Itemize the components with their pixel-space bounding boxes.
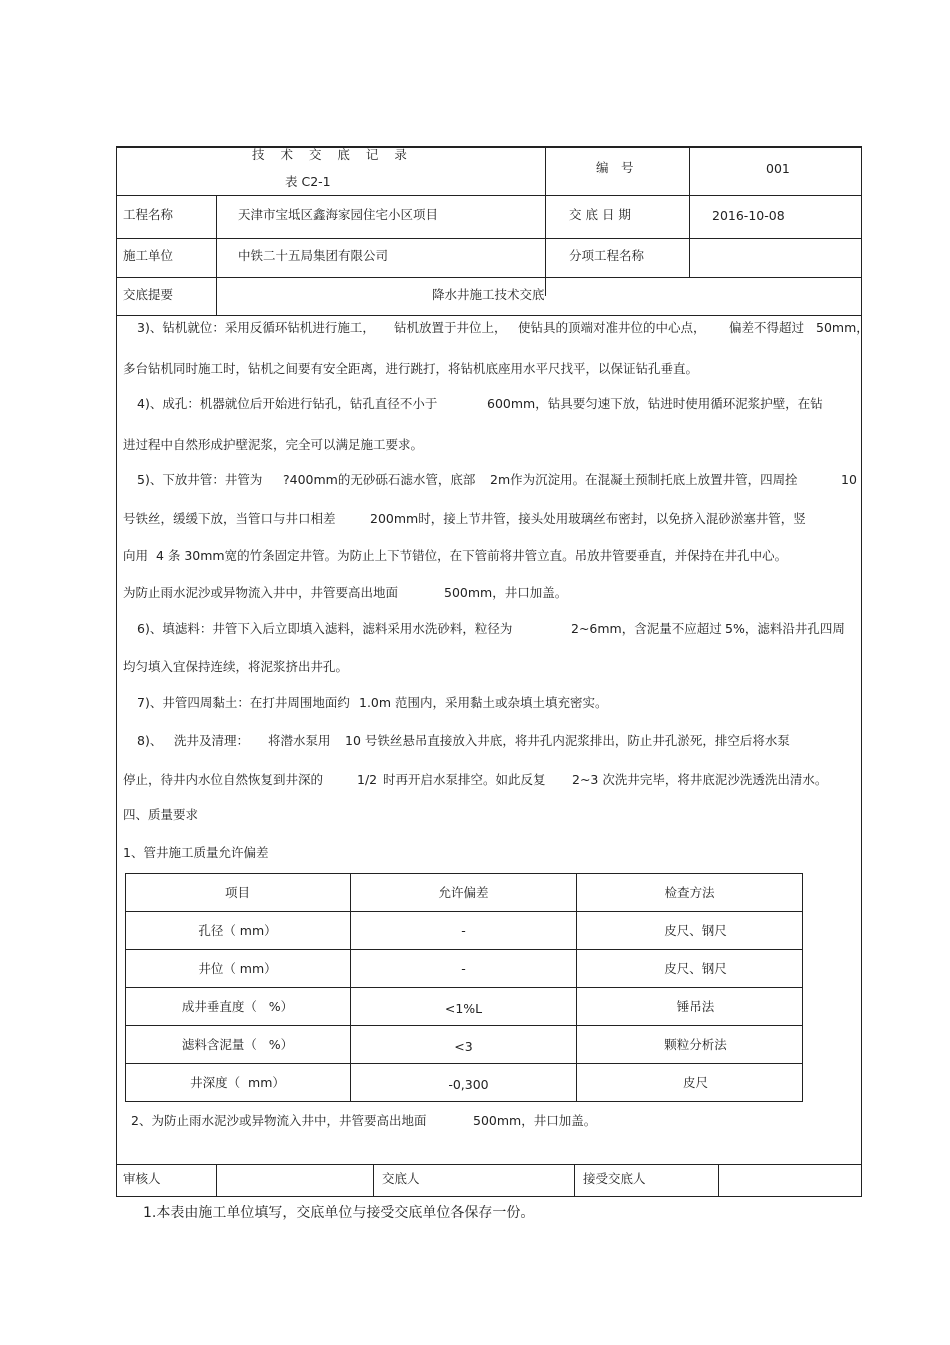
body-line: 500mm，井口加盖。 [473,1113,597,1128]
body-line: 500mm，井口加盖。 [444,585,568,600]
body-line: 均匀填入宜保持连续，将泥浆挤出井孔。 [123,659,349,674]
qt-line [576,873,577,1102]
form-title: 技 术 交 底 记 录 [252,147,413,162]
table-cell: 皮尺、钢尺 [664,961,727,976]
qt-line [125,1025,803,1026]
table-cell: - [461,923,466,938]
body-line: 50mm， [816,320,869,335]
body-line: 5%，滤料沿井孔四周 [725,621,845,636]
divider-col-2 [216,195,217,316]
discloser-label: 交底人 [382,1171,420,1186]
body-line: 进过程中自然形成护壁泥浆，完全可以满足施工要求。 [123,437,424,452]
body-line: 2~3 次洗井完毕，将井底泥沙洗透洗出清水。 [572,772,828,787]
body-line: 号铁丝，缓缓下放，当管口与井口相差 [123,511,336,526]
date-value: 2016-10-08 [712,208,785,223]
divider-row-4 [116,315,862,316]
table-cell: 滤料含泥量（ %） [181,1037,294,1052]
table-cell: <1%L [444,1001,483,1016]
footnote: 1.本表由施工单位填写，交底单位与接受交底单位各保存一份。 [143,1205,535,1221]
reviewer-label: 审核人 [123,1171,161,1186]
number-value: 001 [766,161,790,176]
number-label: 编 号 [596,160,634,175]
body-line: 多台钻机同时施工时，钻机之间要有安全距离，进行跳打，将钻机底座用水平尺找平，以保证钻孔垂直。 [123,361,699,376]
body-line: 将潜水泵用 [268,733,331,748]
body-line: 洗井及清理： [174,733,250,748]
qt-line [125,1063,803,1064]
table-cell: 锤吊法 [676,999,715,1014]
table-cell: <3 [454,1039,473,1054]
project-name-value: 天津市宝坻区鑫海家园住宅小区项目 [238,207,439,222]
body-line: 600mm，钻具要匀速下放，钻进时使用循环泥浆护壁，在钻 [487,396,823,411]
divider-row-signatures [116,1164,862,1165]
qt-line [125,949,803,950]
table-cell: 皮尺、钢尺 [664,923,727,938]
section-heading: 四、质量要求 [123,807,199,822]
receiver-label: 接受交底人 [583,1171,646,1186]
body-line: 10 号铁丝悬吊直接放入井底，将井孔内泥浆排出，防止井孔淤死，排空后将水泵 [345,733,790,748]
summary-value: 降水井施工技术交底 [432,287,545,302]
table-cell: 皮尺 [682,1075,708,1090]
frame-top [116,146,862,148]
table-cell: 成井垂直度（ %） [181,999,294,1014]
qt-line [350,873,351,1102]
body-line: 1.0m 范围内，采用黏土或杂填土填充密实。 [359,695,608,710]
table-header: 项目 [224,885,250,900]
body-line: 使钻具的顶端对准井位的中心点， [518,320,706,335]
qt-line [125,987,803,988]
frame-right [861,146,862,1197]
subitem-label: 分项工程名称 [569,248,645,263]
body-line: 向用 4 条 30mm宽的竹条固定井管。为防止上下节错位，在下管前将井管立直。吊放井管要垂直，并保持在井孔中心。 [123,548,788,563]
body-line: 停止，待井内水位自然恢复到井深的 [123,772,324,787]
body-line: 时再开启水泵排空。如此反复 [383,772,546,787]
body-line: 10 [841,472,857,487]
table-cell: -0,300 [448,1077,489,1092]
body-line: 4)、成孔：机器就位后开始进行钻孔，钻孔直径不小于 [137,396,438,411]
project-name-label: 工程名称 [123,207,174,222]
body-line: 5)、下放井管：井管为 [137,472,263,487]
body-line: 偏差不得超过 [729,320,805,335]
qt-line [125,1101,803,1102]
divider-col-4 [689,146,690,277]
body-line: 7)、井管四周黏土：在打井周围地面约 [137,695,350,710]
qt-line [125,873,126,1102]
body-line: 钻机放置于井位上， [394,320,507,335]
body-line: 为防止雨水泥沙或异物流入井中，井管要高出地面 [123,585,399,600]
unit-value: 中铁二十五局集团有限公司 [238,248,389,263]
body-line: 200mm时，接上节井管，接头处用玻璃丝布密封，以免挤入混砂淤塞井管，竖 [370,511,806,526]
body-line: 3)、钻机就位：采用反循环钻机进行施工， [137,320,375,335]
table-cell: 井位（ mm） [198,961,277,976]
unit-label: 施工单位 [123,248,174,263]
body-line: 1/2 [357,772,378,787]
body-line: 6)、填滤料：井管下入后立即填入滤料，滤料采用水洗砂料，粒径为 [137,621,513,636]
table-cell: 井深度（ mm） [190,1075,285,1090]
summary-label: 交底提要 [123,287,174,302]
qt-line [802,873,803,1102]
sig-divider [574,1164,575,1197]
divider-row-2 [116,238,862,239]
frame-left [116,146,117,1197]
divider-row-3 [116,277,862,278]
table-cell: 孔径（ mm） [198,923,277,938]
sig-divider [373,1164,374,1197]
sig-divider [718,1164,719,1197]
qt-line [125,873,803,874]
table-cell: - [461,961,466,976]
divider-col-3 [545,146,546,296]
qt-line [125,911,803,912]
frame-bottom [116,1196,862,1197]
form-number: 表 C2-1 [285,174,331,189]
body-line: 2~6mm，含泥量不应超过 [571,621,722,636]
subsection-heading: 1、管井施工质量允许偏差 [123,845,269,860]
divider-row-1 [116,195,862,196]
table-cell: 颗粒分析法 [664,1037,727,1052]
date-label: 交 底 日 期 [569,207,631,222]
body-line: 2、为防止雨水泥沙或异物流入井中，井管要高出地面 [131,1113,427,1128]
table-header: 允许偏差 [438,885,489,900]
sig-divider [216,1164,217,1197]
body-line: ?400mm的无砂砾石滤水管，底部 [283,472,476,487]
body-line: 8)、 [137,733,163,748]
table-header: 检查方法 [664,885,715,900]
body-line: 2m作为沉淀用。在混凝土预制托底上放置井管，四周拴 [490,472,798,487]
